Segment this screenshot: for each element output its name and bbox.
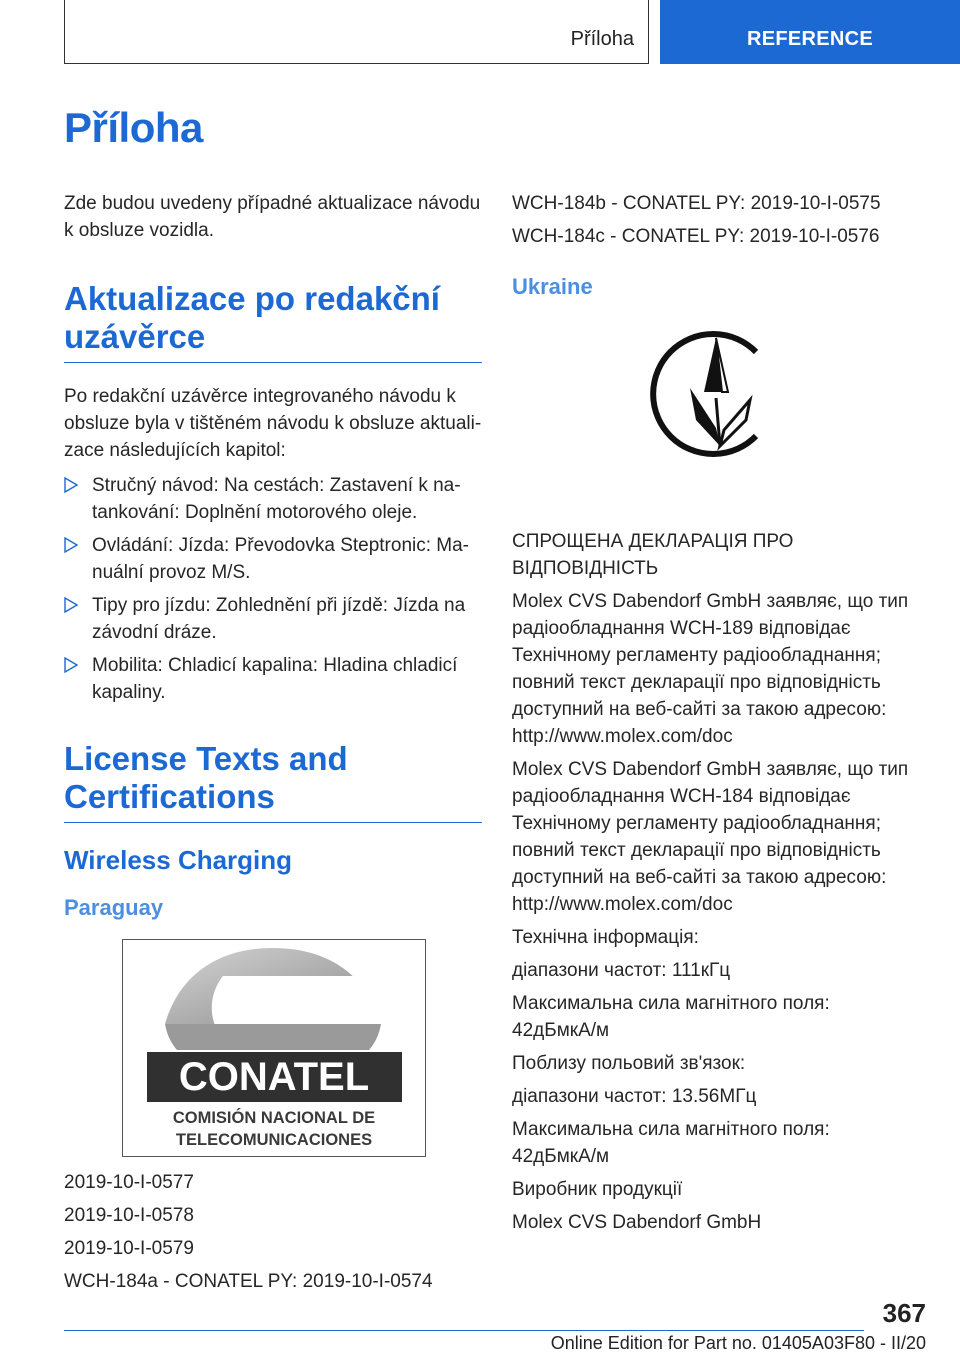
conatel-logo-line2: TELECOMUNICACIONES <box>175 1131 373 1149</box>
declaration-title: СПРОЩЕНА ДЕКЛАРАЦІЯ ПРО ВІДПОВІДНІСТЬ <box>512 531 794 579</box>
triangle-bullet-icon <box>64 537 78 553</box>
tech-info-line: Поблизу польовий зв'язок: <box>512 1053 746 1074</box>
manufacturer-name: Molex CVS Dabendorf GmbH <box>512 1212 762 1233</box>
intro-text: Zde budou uvedeny případné aktualizace návodu k obsluze vozidla. <box>64 193 481 241</box>
code-line: WCH-184a - CONATEL PY: 2019-10-I-0574 <box>64 1271 433 1292</box>
tech-info-line: діапазони частот: 13.56МГц <box>512 1086 757 1107</box>
reference-tab[interactable] <box>660 0 960 64</box>
right-column <box>512 190 912 1242</box>
updates-text: Po redakční uzávěrce integrovaného návodu k obsluze byla v tištěném návodu k obsluze aktuali-zace následujících kapitol: <box>64 386 482 461</box>
conatel-logo-graphic <box>123 940 424 1155</box>
declaration-text: Molex CVS Dabendorf GmbH заявляє, що тип радіообладнання WCH-189 відповідає Технічному регламенту радіообладнання; повний текст декларації про відповідність доступний на веб-сайті за такою адресою: http://www.molex.com/doc <box>512 591 909 747</box>
tech-info-line: Максимальна сила магнітного поля: 42дБмкА/м <box>512 1119 830 1167</box>
declaration-text: Molex CVS Dabendorf GmbH заявляє, що тип радіообладнання WCH-184 відповідає Технічному регламенту радіообладнання; повний текст декларації про відповідність доступний на веб-сайті за такою адресою: http://www.molex.com/doc <box>512 759 909 915</box>
list-item <box>64 652 482 706</box>
conatel-logo-main: CONATEL <box>178 1055 370 1099</box>
list-item-text: Mobilita: Chladicí kapalina: Hladina chladicí kapaliny. <box>92 655 458 703</box>
heading-license: License Texts and Certifications <box>64 740 482 823</box>
list-item <box>64 532 482 586</box>
triangle-bullet-icon <box>64 597 78 613</box>
page-title: Příloha <box>64 104 203 151</box>
tech-info-line: діапазони частот: 111кГц <box>512 960 731 981</box>
heading-ukraine: Ukraine <box>512 274 593 299</box>
code-line: WCH-184b - CONATEL PY: 2019-10-I-0575 <box>512 193 881 214</box>
conatel-logo-line1: COMISIÓN NACIONAL DE <box>172 1109 376 1127</box>
manufacturer-label: Виробник продукції <box>512 1179 683 1200</box>
footer-divider <box>64 1330 864 1331</box>
heading-paraguay: Paraguay <box>64 895 164 920</box>
tech-info-label: Технічна інформація: <box>512 927 699 948</box>
header-section-box <box>64 0 649 64</box>
list-item-text: Tipy pro jízdu: Zohlednění při jízdě: Jízda na závodní dráze. <box>92 595 466 643</box>
reference-tab-label: REFERENCE <box>746 28 874 50</box>
code-line: WCH-184c - CONATEL PY: 2019-10-I-0576 <box>512 226 880 247</box>
list-item <box>64 592 482 646</box>
header-section-label: Příloha <box>570 28 634 50</box>
tech-info-line: Максимальна сила магнітного поля: 42дБмкА/м <box>512 993 830 1041</box>
left-column <box>64 190 482 1301</box>
conatel-logo <box>122 939 426 1157</box>
heading-updates: Aktualizace po redakční uzávěrce <box>64 280 482 363</box>
footer-edition: Online Edition for Part no. 01405A03F80 - II/20 <box>550 1333 926 1353</box>
triangle-bullet-icon <box>64 477 78 493</box>
code-line: 2019-10-I-0578 <box>64 1205 194 1226</box>
list-item-text: Stručný návod: Na cestách: Zastavení k na-tankování: Doplnění motorového oleje. <box>92 475 461 523</box>
list-item-text: Ovládání: Jízda: Převodovka Steptronic: Ma-nuální provoz M/S. <box>92 535 470 583</box>
list-item <box>64 472 482 526</box>
code-line: 2019-10-I-0579 <box>64 1238 194 1259</box>
page-number: 367 <box>882 1298 926 1328</box>
code-line: 2019-10-I-0577 <box>64 1172 194 1193</box>
heading-wireless-charging: Wireless Charging <box>64 845 293 875</box>
ukraine-conformity-icon <box>632 324 772 464</box>
triangle-bullet-icon <box>64 657 78 673</box>
ukraine-conformity-mark <box>632 324 772 464</box>
